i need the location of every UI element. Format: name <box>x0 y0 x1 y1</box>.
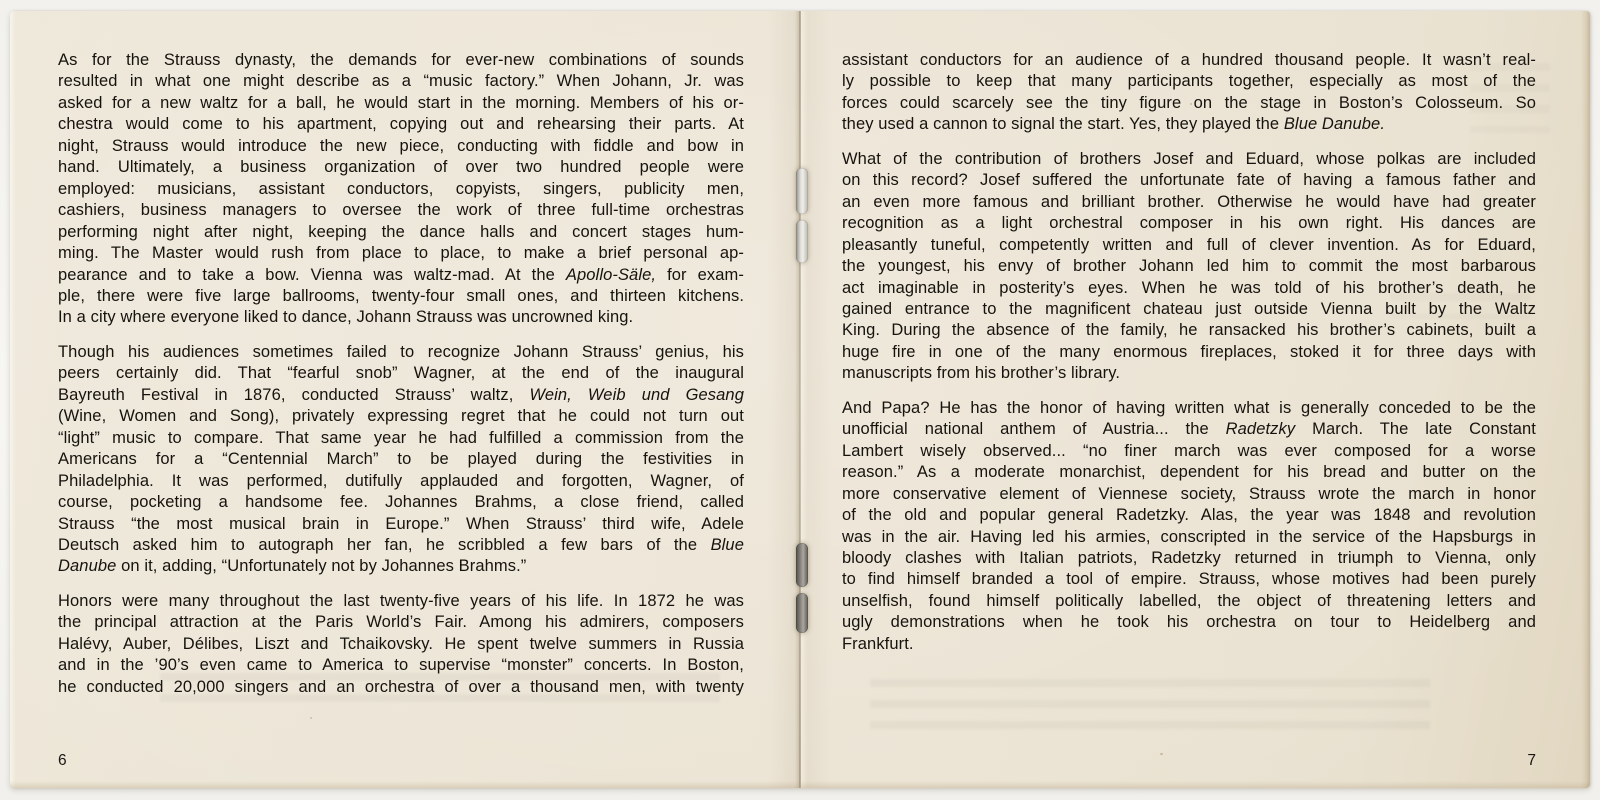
text-run: reason.” As a moderate monarchist, dependent for his bread and butter on the <box>842 463 1536 482</box>
text-run: recognition as a light orchestral composer in his own right. His dances are <box>842 214 1536 233</box>
text-run: ple, there were five large ballrooms, twenty-four small ones, and thirteen kitchens. <box>58 286 744 305</box>
page-6-text-column <box>58 50 744 711</box>
text-run: unofficial national anthem of Austria... the <box>842 420 1226 439</box>
page-stack-edge-right <box>1581 11 1590 788</box>
text-line <box>58 634 744 655</box>
text-line <box>842 441 1536 462</box>
text-line <box>58 50 744 71</box>
text-run: ming. The Master would rush from place to place, to make a brief personal ap- <box>58 244 744 263</box>
text-line <box>58 136 744 157</box>
text-line <box>842 342 1536 363</box>
text-line <box>58 514 744 535</box>
text-line <box>842 363 1536 384</box>
text-line <box>58 222 744 243</box>
text-run: pleasantly tuneful, competently written and full of clever invention. As for Eduard, <box>842 235 1536 254</box>
text-run: ugly demonstrations when he took his orchestra on tour to Heidelberg and <box>842 613 1536 632</box>
text-run: Strauss “the most musical brain in Europe.” When Strauss’ third wife, Adele <box>58 514 744 533</box>
page-edge-left <box>10 11 16 788</box>
text-line <box>58 157 744 178</box>
paper-speckle <box>622 439 624 441</box>
text-run: he conducted 20,000 singers and an orchestra of over a thousand men, with twenty <box>58 677 744 696</box>
paragraph <box>58 342 744 578</box>
staple-top-lower-leg <box>796 220 808 263</box>
text-run: Americans for a “Centennial March” to be played during the festivities in <box>58 450 744 469</box>
paper-speckle <box>905 119 908 122</box>
text-run: for exam- <box>656 265 744 284</box>
text-run: “light” music to compare. That same year he had fulfilled a commission from the <box>58 428 744 447</box>
text-run: the youngest, his envy of brother Johann led him to commit the most barbarous <box>842 257 1536 276</box>
text-line <box>58 307 744 328</box>
text-run: employed: musicians, assistant conductors, copyists, singers, publicity men, <box>58 179 744 198</box>
text-run: performing night after night, keeping the dance halls and concert stages hum- <box>58 222 744 241</box>
page-edge-bottom <box>10 781 1590 788</box>
text-line <box>842 149 1536 170</box>
text-run: the principal attraction at the Paris World’s Fair. Among his admirers, composers <box>58 613 744 632</box>
text-line <box>842 419 1536 440</box>
paper-speckle <box>310 717 312 719</box>
text-line <box>58 449 744 470</box>
text-run: act imaginable in posterity’s eyes. When he was told of his brother’s death, he <box>842 278 1536 297</box>
text-run: Lambert wisely observed... “no finer march was ever composed for a worse <box>842 441 1536 460</box>
text-line <box>842 548 1536 569</box>
text-line <box>58 535 744 556</box>
text-run: Though his audiences sometimes failed to recognize Johann Strauss’ genius, his <box>58 342 744 361</box>
staple-bottom <box>796 543 808 633</box>
text-run: Honors were many throughout the last twenty-five years of his life. In 1872 he was <box>58 591 744 610</box>
text-line <box>58 428 744 449</box>
text-line <box>58 114 744 135</box>
text-run: peers certainly did. That “fearful snob” Wagner, at the end of the inaugural <box>58 364 744 383</box>
text-run: assistant conductors for an audience of a hundred thousand people. It wasn’t real- <box>842 51 1536 69</box>
page-number-6: 6 <box>58 752 67 769</box>
italic-text-run: Apollo-Säle, <box>565 265 657 284</box>
text-run: Deutsch asked him to autograph her fan, he scribbled a few bars of the <box>58 535 711 554</box>
text-line <box>842 278 1536 299</box>
text-line <box>58 286 744 307</box>
paper-speckle <box>1295 263 1297 265</box>
text-run: forces could scarcely see the tiny figure on the stage in Boston’s Colosseum. So <box>842 93 1536 112</box>
text-run: more conservative element of Viennese society, Strauss wrote the march in honor <box>842 484 1536 503</box>
text-run: Frankfurt. <box>842 634 914 653</box>
text-line <box>842 71 1536 92</box>
text-run: of the old and popular general Radetzky. Alas, the year was 1848 and revolution <box>842 506 1536 525</box>
staple-top <box>796 168 808 263</box>
booklet-page-spread <box>10 11 1590 788</box>
text-line <box>58 406 744 427</box>
text-run: asked for a new waltz for a ball, he would start in the morning. Members of his or- <box>58 93 744 112</box>
text-run: gained entrance to the magnificent chateau just outside Vienna built by the Waltz <box>842 299 1536 318</box>
text-run: March. The late Constant <box>1295 420 1536 439</box>
text-run: pearance and to take a bow. Vienna was waltz-mad. At the <box>58 265 566 284</box>
text-line <box>58 591 744 612</box>
text-line <box>58 385 744 406</box>
text-run: to find himself branded a tool of empire. Strauss, whose motives had been purely <box>842 570 1536 589</box>
text-line <box>58 492 744 513</box>
text-run: on this record? Josef suffered the unfortunate fate of having a famous father and <box>842 171 1536 190</box>
text-line <box>58 71 744 92</box>
text-run: hand. Ultimately, a business organization of over two hundred people were <box>58 158 744 177</box>
text-line <box>842 235 1536 256</box>
italic-text-run: Wein, Weib und Gesang <box>529 385 744 404</box>
text-line <box>842 484 1536 505</box>
text-line <box>842 50 1536 71</box>
text-run: As for the Strauss dynasty, the demands for ever-new combinations of sounds <box>58 51 744 69</box>
showthrough-ghost-text <box>870 679 1430 729</box>
italic-text-run: Radetzky <box>1225 420 1296 439</box>
text-line <box>58 612 744 633</box>
text-line <box>842 256 1536 277</box>
center-fold-crease <box>799 11 801 788</box>
text-line <box>842 591 1536 612</box>
italic-text-run: Blue Danube. <box>1283 115 1386 134</box>
text-run: course, pocketing a handsome fee. Johannes Brahms, a close friend, called <box>58 493 744 512</box>
text-line <box>842 462 1536 483</box>
text-run: And Papa? He has the honor of having written what is generally conceded to be the <box>842 398 1536 417</box>
text-run: Halévy, Auber, Délibes, Liszt and Tchaikovsky. He spent twelve summers in Russia <box>58 634 744 653</box>
text-run: huge fire in one of the many enormous fireplaces, stoked it for three days with <box>842 342 1536 361</box>
text-line <box>842 398 1536 419</box>
text-run: ly possible to keep that many participants together, especially as most of the <box>842 72 1536 91</box>
text-run: Philadelphia. It was performed, dutifully applauded and forgotten, Wagner, of <box>58 471 744 490</box>
text-line <box>58 655 744 676</box>
text-line <box>842 634 1536 655</box>
staple-bottom-lower-leg <box>796 593 808 633</box>
text-line <box>842 320 1536 341</box>
text-line <box>58 471 744 492</box>
text-run: cashiers, business managers to oversee the work of three full-time orchestras <box>58 201 744 220</box>
text-line <box>58 93 744 114</box>
text-line <box>58 243 744 264</box>
text-run: (Wine, Women and Song), privately expressing regret that he could not turn out <box>58 407 744 426</box>
text-line <box>842 527 1536 548</box>
text-line <box>842 170 1536 191</box>
text-line <box>842 505 1536 526</box>
text-line <box>842 192 1536 213</box>
paragraph <box>58 50 744 329</box>
text-run: resulted in what one might describe as a “music factory.” When Johann, Jr. was <box>58 72 744 91</box>
text-line <box>58 200 744 221</box>
paragraph <box>842 398 1536 655</box>
paper-speckle <box>1160 753 1163 755</box>
text-run: an even more famous and brilliant brother. Otherwise he would have had greater <box>842 192 1536 211</box>
staple-top-upper-leg <box>796 168 808 214</box>
text-line <box>842 114 1536 135</box>
text-line <box>58 363 744 384</box>
text-run: unselfish, found himself politically labelled, the object of threatening letters and <box>842 591 1536 610</box>
staple-bottom-upper-leg <box>796 543 808 587</box>
text-run: they used a cannon to signal the start. Yes, they played the <box>842 115 1284 134</box>
paper-speckle <box>1190 103 1192 105</box>
text-line <box>842 213 1536 234</box>
paragraph <box>842 50 1536 136</box>
page-7-text-column <box>842 50 1536 668</box>
text-run: chestra would come to his apartment, copying out and rehearsing their parts. At <box>58 115 744 134</box>
paragraph <box>58 591 744 698</box>
text-line <box>58 677 744 698</box>
text-run: and in the ’90’s even came to America to supervise “monster” concerts. In Boston, <box>58 656 744 675</box>
text-run: King. During the absence of the family, he ransacked his brother’s cabinets, built a <box>842 321 1536 340</box>
text-line <box>842 299 1536 320</box>
text-run: In a city where everyone liked to dance, Johann Strauss was uncrowned king. <box>58 308 634 327</box>
text-run: bloody clashes with Italian patriots, Radetzky returned in triumph to Vienna, only <box>842 548 1536 567</box>
text-run: night, Strauss would introduce the new piece, conducting with fiddle and bow in <box>58 136 744 155</box>
text-run: What of the contribution of brothers Josef and Eduard, whose polkas are included <box>842 149 1536 168</box>
page-number-7: 7 <box>1527 752 1536 769</box>
italic-text-run: Danube <box>58 557 117 576</box>
text-line <box>842 612 1536 633</box>
paragraph <box>842 149 1536 385</box>
text-line <box>58 179 744 200</box>
text-run: on it, adding, “Unfortunately not by Johannes Brahms.” <box>116 557 527 576</box>
text-line <box>58 342 744 363</box>
text-line <box>842 569 1536 590</box>
text-line <box>58 556 744 577</box>
text-run: Bayreuth Festival in 1876, conducted Strauss’ waltz, <box>58 385 530 404</box>
italic-text-run: Blue <box>710 535 744 554</box>
text-run: manuscripts from his brother’s library. <box>842 364 1121 383</box>
text-run: was in the air. Having led his armies, conscripted in the service of the Hapsburgs in <box>842 527 1536 546</box>
text-line <box>58 265 744 286</box>
text-line <box>842 93 1536 114</box>
